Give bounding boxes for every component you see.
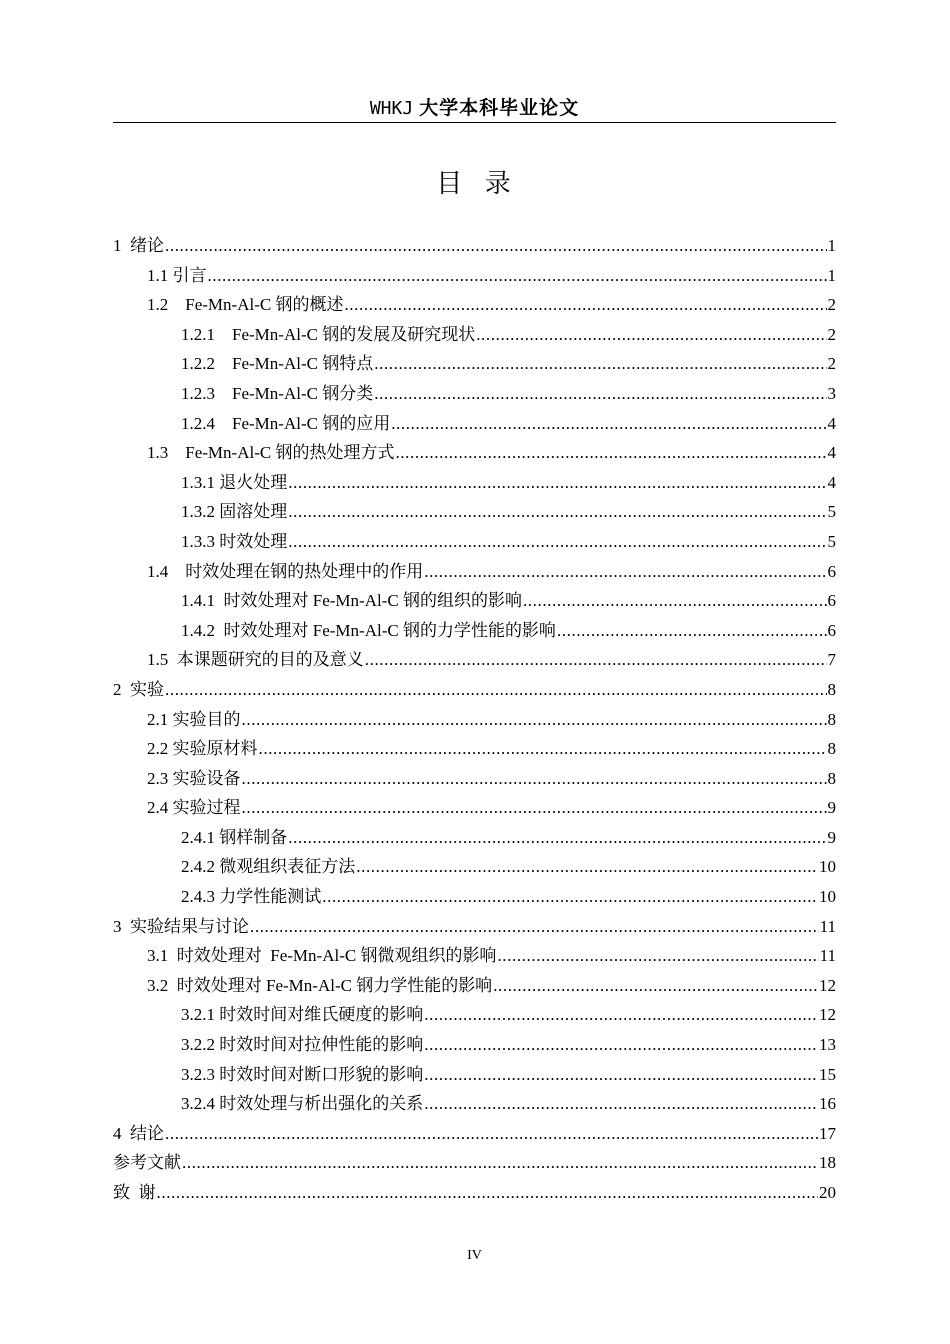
toc-dot-leader xyxy=(557,616,827,646)
toc-dot-leader xyxy=(497,941,818,971)
toc-entry-page: 4 xyxy=(827,472,836,492)
toc-entry[interactable] xyxy=(113,971,836,1001)
toc-entry-page: 6 xyxy=(827,561,836,581)
toc-entry-page: 5 xyxy=(827,502,836,522)
toc-entry-label: 1.3.2 固溶处理 xyxy=(181,502,288,522)
toc-entry-label: 1.2.1 Fe-Mn-Al-C 钢的发展及研究现状 xyxy=(181,324,476,344)
toc-dot-leader xyxy=(374,349,826,379)
toc-entry-page: 11 xyxy=(819,946,836,966)
toc-dot-leader xyxy=(165,675,827,705)
toc-entry[interactable] xyxy=(113,261,836,291)
toc-entry-page: 5 xyxy=(827,531,836,551)
toc-dot-leader xyxy=(288,497,826,527)
toc-title: 目 录 xyxy=(436,169,513,199)
toc-entry-label: 1 绪论 xyxy=(113,236,164,255)
toc-dot-leader xyxy=(242,764,827,794)
toc-entry-label: 4 结论 xyxy=(113,1123,164,1143)
toc-entry-label: 2.4.1 钢样制备 xyxy=(181,827,288,847)
toc-entry-label: 1.4 时效处理在钢的热处理中的作用 xyxy=(147,561,424,581)
toc-entry-page: 4 xyxy=(827,443,836,463)
toc-entry-page: 4 xyxy=(827,413,836,433)
toc-entry[interactable] xyxy=(113,705,836,735)
toc-entry-label: 致 谢 xyxy=(113,1183,156,1202)
toc-entry-page: 9 xyxy=(827,827,836,847)
toc-entry[interactable] xyxy=(113,734,836,764)
toc-entry-label: 参考文献 xyxy=(113,1153,181,1173)
toc-entry[interactable] xyxy=(113,349,836,379)
toc-entry-label: 3.2 时效处理对 Fe-Mn-Al-C 钢力学性能的影响 xyxy=(147,975,493,995)
toc-entry-label: 2 实验 xyxy=(113,679,164,699)
toc-entry[interactable] xyxy=(113,852,836,882)
toc-entry-label: 3.1 时效处理对 Fe-Mn-Al-C 钢微观组织的影响 xyxy=(147,946,497,966)
toc-dot-leader xyxy=(424,1089,818,1119)
toc-dot-leader xyxy=(165,231,827,261)
toc-entry[interactable] xyxy=(113,468,836,498)
toc-entry[interactable] xyxy=(113,290,836,320)
toc-entry[interactable] xyxy=(113,1030,836,1060)
toc-dot-leader xyxy=(395,438,826,468)
toc-entry-label: 3 实验结果与讨论 xyxy=(113,916,249,936)
toc-entry-page: 20 xyxy=(819,1183,836,1202)
toc-entry-label: 1.4.1 时效处理对 Fe-Mn-Al-C 钢的组织的影响 xyxy=(181,591,522,611)
toc-dot-leader xyxy=(365,645,827,675)
toc-entry[interactable] xyxy=(113,882,836,912)
toc-entry-page: 15 xyxy=(819,1064,836,1084)
toc-entry[interactable] xyxy=(113,1119,836,1149)
toc-entry-label: 3.2.3 时效时间对断口形貌的影响 xyxy=(181,1064,424,1084)
toc-entry-page: 12 xyxy=(819,1005,836,1025)
toc-dot-leader xyxy=(523,586,827,616)
toc-entry-page: 2 xyxy=(827,354,836,374)
toc-entry-page: 8 xyxy=(827,709,836,729)
toc-entry[interactable] xyxy=(113,823,836,853)
header-university-code: WHKJ xyxy=(369,98,414,119)
toc-entry[interactable] xyxy=(113,1089,836,1119)
toc-entry-page: 12 xyxy=(819,975,836,995)
toc-entry-label: 1.3.3 时效处理 xyxy=(181,531,288,551)
toc-dot-leader xyxy=(208,261,827,291)
toc-dot-leader xyxy=(424,1030,818,1060)
toc-entry-label: 1.3.1 退火处理 xyxy=(181,472,288,492)
toc-entry-label: 1.4.2 时效处理对 Fe-Mn-Al-C 钢的力学性能的影响 xyxy=(181,620,556,640)
toc-entry-label: 2.4.2 微观组织表征方法 xyxy=(181,857,356,877)
toc-dot-leader xyxy=(391,409,826,439)
toc-entry[interactable] xyxy=(113,320,836,350)
toc-entry-page: 8 xyxy=(827,739,836,759)
toc-entry-page: 10 xyxy=(819,887,836,907)
toc-dot-leader xyxy=(344,290,826,320)
toc-entry-page: 7 xyxy=(827,650,836,670)
toc-entry[interactable] xyxy=(113,409,836,439)
toc-entry-label: 1.2.2 Fe-Mn-Al-C 钢特点 xyxy=(181,354,374,374)
toc-entry[interactable] xyxy=(113,645,836,675)
table-of-contents xyxy=(113,231,836,1208)
toc-entry-label: 1.3 Fe-Mn-Al-C 钢的热处理方式 xyxy=(147,443,395,463)
toc-entry[interactable] xyxy=(113,941,836,971)
toc-dot-leader xyxy=(250,912,819,942)
toc-dot-leader xyxy=(424,557,826,587)
toc-dot-leader xyxy=(182,1148,818,1178)
toc-entry-label: 3.2.1 时效时间对维氏硬度的影响 xyxy=(181,1005,424,1025)
toc-dot-leader xyxy=(493,971,818,1001)
toc-entry-label: 3.2.4 时效处理与析出强化的关系 xyxy=(181,1094,424,1114)
toc-entry-label: 2.4 实验过程 xyxy=(147,798,241,818)
toc-entry-label: 1.2.4 Fe-Mn-Al-C 钢的应用 xyxy=(181,413,391,433)
toc-entry-label: 2.1 实验目的 xyxy=(147,709,241,729)
toc-dot-leader xyxy=(322,882,818,912)
toc-entry-label: 1.5 本课题研究的目的及意义 xyxy=(147,650,364,670)
toc-entry-page: 8 xyxy=(827,679,836,699)
toc-entry-label: 1.2 Fe-Mn-Al-C 钢的概述 xyxy=(147,295,344,315)
toc-entry[interactable] xyxy=(113,793,836,823)
toc-entry-page: 6 xyxy=(827,591,836,611)
toc-entry[interactable] xyxy=(113,912,836,942)
toc-entry[interactable] xyxy=(113,764,836,794)
toc-dot-leader xyxy=(374,379,826,409)
toc-entry-page: 3 xyxy=(827,383,836,403)
header-document-type: 大学本科毕业论文 xyxy=(419,97,580,119)
toc-entry-label: 2.4.3 力学性能测试 xyxy=(181,887,322,907)
toc-dot-leader xyxy=(424,1000,818,1030)
toc-entry-page: 9 xyxy=(827,798,836,818)
toc-dot-leader xyxy=(288,468,826,498)
toc-entry[interactable] xyxy=(113,1000,836,1030)
toc-entry-page: 2 xyxy=(827,295,836,315)
toc-entry-page: 1 xyxy=(827,236,836,255)
toc-entry-page: 8 xyxy=(827,768,836,788)
toc-entry-label: 1.1 引言 xyxy=(147,265,207,285)
toc-entry-label: 3.2.2 时效时间对拉伸性能的影响 xyxy=(181,1035,424,1055)
running-header xyxy=(113,96,836,123)
toc-entry-page: 1 xyxy=(827,265,836,285)
toc-entry-page: 2 xyxy=(827,324,836,344)
toc-entry[interactable] xyxy=(113,616,836,646)
toc-dot-leader xyxy=(242,793,827,823)
toc-entry-page: 16 xyxy=(819,1094,836,1114)
toc-entry[interactable] xyxy=(113,231,836,261)
toc-dot-leader xyxy=(424,1060,818,1090)
toc-entry-label: 1.2.3 Fe-Mn-Al-C 钢分类 xyxy=(181,383,374,403)
toc-entry-page: 13 xyxy=(819,1035,836,1055)
toc-entry[interactable] xyxy=(113,1178,836,1208)
toc-entry-page: 10 xyxy=(819,857,836,877)
toc-dot-leader xyxy=(288,823,826,853)
toc-entry[interactable] xyxy=(113,675,836,705)
toc-dot-leader xyxy=(476,320,826,350)
toc-entry[interactable] xyxy=(113,1148,836,1178)
toc-entry[interactable] xyxy=(113,1060,836,1090)
toc-entry-page: 17 xyxy=(819,1123,836,1143)
toc-dot-leader xyxy=(242,705,827,735)
toc-entry-label: 2.2 实验原材料 xyxy=(147,739,258,759)
toc-entry-label: 2.3 实验设备 xyxy=(147,768,241,788)
toc-dot-leader xyxy=(165,1119,818,1149)
toc-entry-page: 6 xyxy=(827,620,836,640)
page-number: IV xyxy=(467,1248,482,1263)
toc-dot-leader xyxy=(157,1178,819,1208)
toc-dot-leader xyxy=(356,852,818,882)
toc-entry[interactable] xyxy=(113,497,836,527)
toc-entry[interactable] xyxy=(113,379,836,409)
toc-entry[interactable] xyxy=(113,527,836,557)
toc-entry-page: 11 xyxy=(819,916,836,936)
toc-entry[interactable] xyxy=(113,557,836,587)
toc-entry[interactable] xyxy=(113,438,836,468)
toc-dot-leader xyxy=(288,527,826,557)
toc-entry[interactable] xyxy=(113,586,836,616)
toc-entry-page: 18 xyxy=(819,1153,836,1173)
toc-dot-leader xyxy=(259,734,827,764)
